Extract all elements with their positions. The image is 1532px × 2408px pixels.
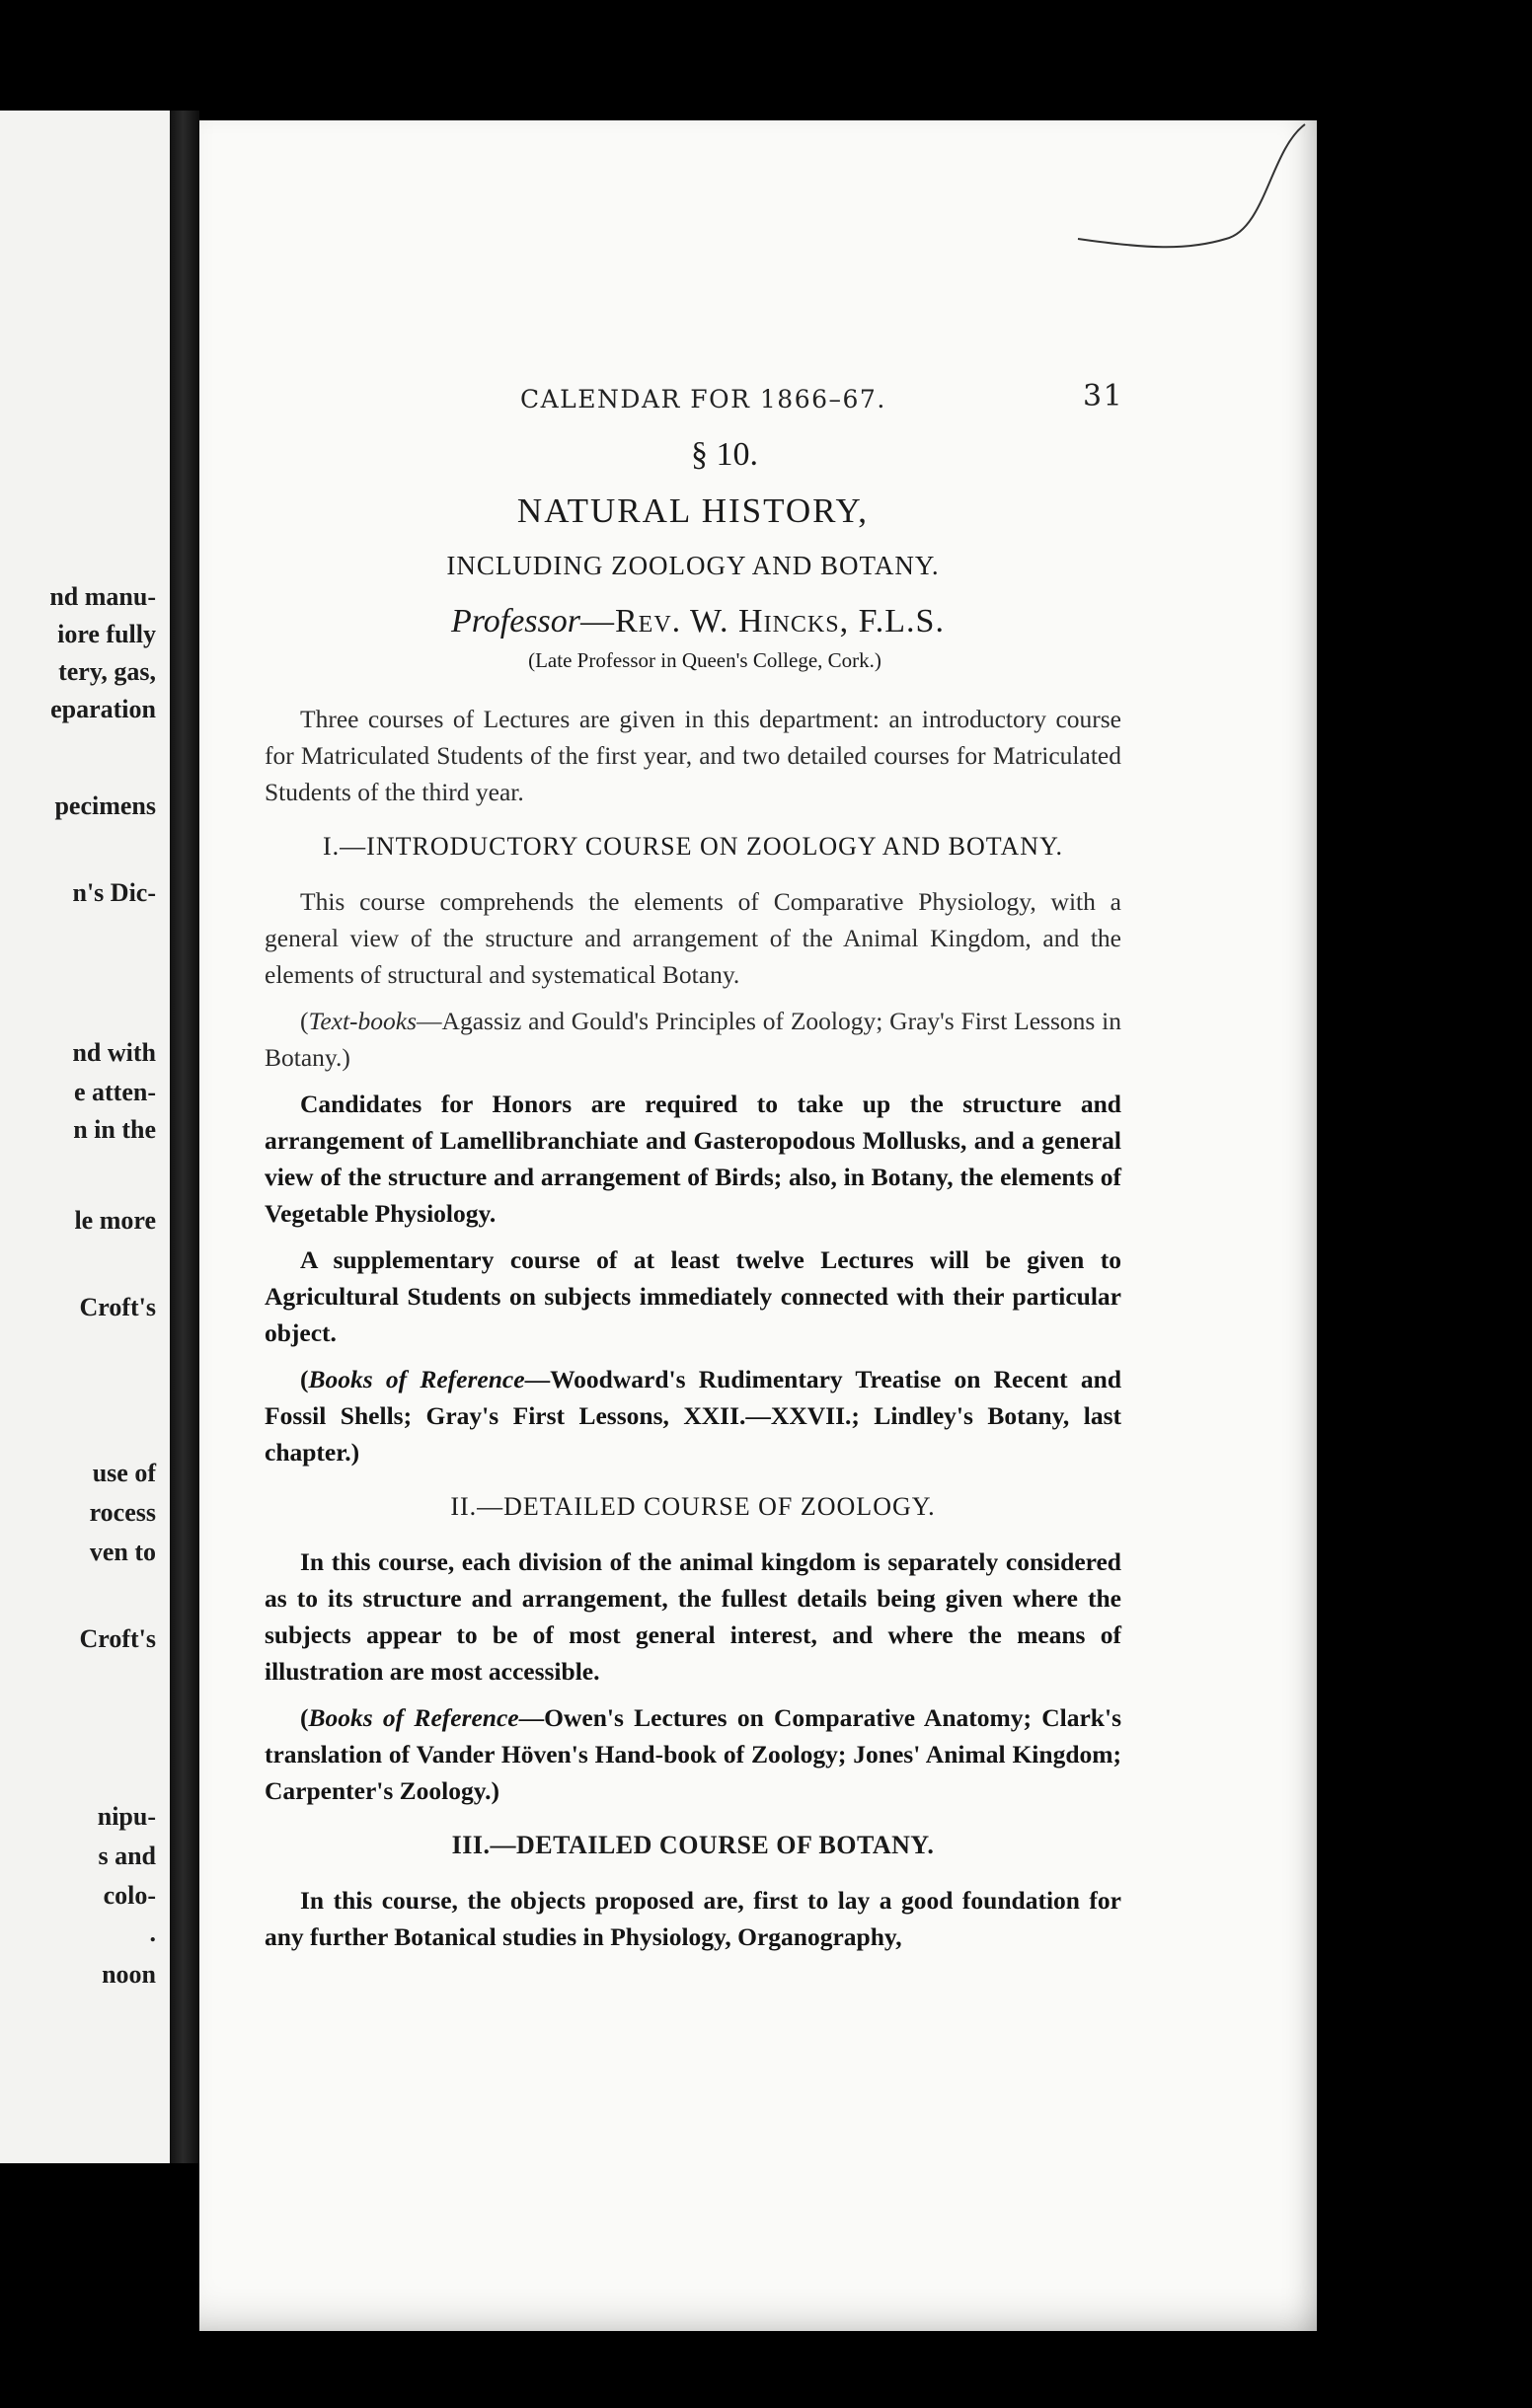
professor-prefix: Professor xyxy=(451,603,580,640)
left-page-fragment: le more xyxy=(74,1206,156,1235)
section-subtitle: INCLUDING ZOOLOGY AND BOTANY. xyxy=(446,551,940,580)
course-heading-botany: III.—DETAILED COURSE OF BOTANY. xyxy=(451,1831,935,1859)
left-page-fragment: iore fully xyxy=(57,620,156,648)
course-paragraph: This course comprehends the elements of Comparative Physiology, with a general view of the structure and arrangement of the Animal Kingdom, and the elements of structural and systematical Botany. xyxy=(265,887,1121,989)
left-page-fragment: n's Dic- xyxy=(72,878,156,907)
section-title: NATURAL HISTORY, xyxy=(516,491,870,530)
left-page-fragment: s and xyxy=(98,1842,156,1870)
left-page-fragment: nd manu- xyxy=(49,582,156,611)
honors-paragraph: Candidates for Honors are required to take up the structure and arrangement of Lamellibranchiate and Gasteropodous Mollusks, and a general view of the structure and arrangement of Birds; also, in Botany, the elements of Vegetable Physiology. xyxy=(265,1090,1121,1228)
text-books-list: —Agassiz and Gould's Principles of Zoology; Gray's First Lessons in Botany.) xyxy=(265,1007,1121,1072)
reference-paragraph: (Books of Reference—Woodward's Rudimentary Treatise on Recent and Fossil Shells; Gray's First Lessons, XXII.—XXVII.; Lindley's Botany, last chapter.) xyxy=(265,1365,1121,1467)
zoology-reference-label: Books of Reference xyxy=(308,1703,519,1732)
text-books-label: Text-books xyxy=(308,1007,418,1035)
left-page-fragment: Croft's xyxy=(79,1293,156,1321)
left-page-fragment: . xyxy=(149,1919,156,1947)
book-binding-gutter xyxy=(170,111,199,2163)
book-page xyxy=(199,120,1317,2331)
left-facing-page xyxy=(0,111,170,2163)
left-page-fragment: pecimens xyxy=(54,791,156,820)
course-heading-zoology: II.—DETAILED COURSE OF ZOOLOGY. xyxy=(450,1492,936,1521)
professor-note: (Late Professor in Queen's College, Cork.) xyxy=(528,648,881,672)
left-page-fragment: n in the xyxy=(73,1115,156,1144)
left-page-fragment: colo- xyxy=(103,1881,156,1910)
professor-line xyxy=(265,603,1121,640)
section-number: § 10. xyxy=(691,436,758,473)
professor-name: —Rev. W. Hincks, F.L.S. xyxy=(580,603,945,640)
running-title: CALENDAR FOR 1866–67. xyxy=(520,385,886,414)
supplementary-paragraph: A supplementary course of at least twelve Lectures will be given to Agricultural Students on subjects immediately connected with their particular object. xyxy=(265,1245,1121,1347)
reference-label: Books of Reference xyxy=(308,1365,525,1393)
left-page-fragment: eparation xyxy=(50,695,156,723)
left-page-fragment: tery, gas, xyxy=(58,657,156,686)
botany-paragraph: In this course, the objects proposed are, first to lay a good foundation for any further Botanical studies in Physiology, Organography, xyxy=(265,1886,1121,1951)
left-page-fragment: nd with xyxy=(72,1038,156,1067)
left-page-fragment: nipu- xyxy=(97,1802,156,1831)
page-number: 31 xyxy=(1083,379,1124,414)
zoology-reference-paragraph: (Books of Reference—Owen's Lectures on Comparative Anatomy; Clark's translation of Vander Höven's Hand-book of Zoology; Jones' Animal Kingdom; Carpenter's Zoology.) xyxy=(265,1703,1121,1805)
course-heading-introductory: I.—INTRODUCTORY COURSE ON ZOOLOGY AND BOTANY. xyxy=(323,832,1063,861)
zoology-reference-list: —Owen's Lectures on Comparative Anatomy; Clark's translation of Vander Höven's Hand-book of Zoology; Jones' Animal Kingdom; Carpenter's Zoology.) xyxy=(265,1703,1121,1805)
left-page-fragment: use of xyxy=(92,1459,156,1487)
pencil-stroke-mark xyxy=(1068,120,1325,278)
left-page-fragment: rocess xyxy=(89,1498,156,1527)
left-page-fragment: e atten- xyxy=(73,1078,156,1106)
reference-list: —Woodward's Rudimentary Treatise on Recent and Fossil Shells; Gray's First Lessons, XXII.—XXVII.; Lindley's Botany, last chapter.) xyxy=(265,1365,1121,1467)
left-page-fragment: Croft's xyxy=(79,1624,156,1653)
page-body xyxy=(265,436,1121,1955)
left-page-fragment: ven to xyxy=(89,1538,156,1566)
left-page-fragment: noon xyxy=(102,1960,156,1989)
zoology-paragraph: In this course, each division of the animal kingdom is separately considered as to its structure and arrangement, the fullest details being given where the subjects appear to be of most general interest, and where the means of illustration are most accessible. xyxy=(265,1547,1121,1686)
text-books-paragraph: (Text-books—Agassiz and Gould's Principles of Zoology; Gray's First Lessons in Botany.) xyxy=(265,1007,1121,1072)
intro-paragraph: Three courses of Lectures are given in this department: an introductory course for Matriculated Students of the first year, and two detailed courses for Matriculated Students of the third year. xyxy=(265,705,1121,806)
